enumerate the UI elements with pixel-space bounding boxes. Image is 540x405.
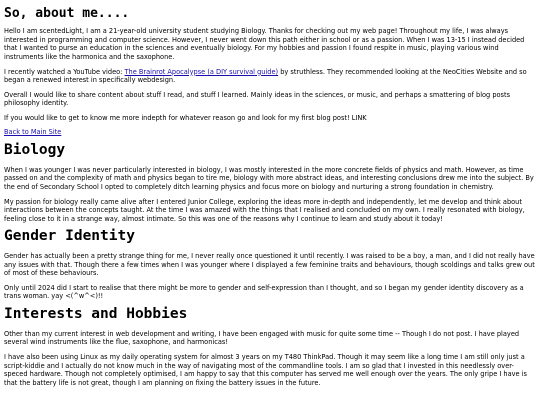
- video-text-before: I recently watched a YouTube video:: [4, 67, 125, 76]
- biology-paragraph-2: My passion for biology really came alive after I entered Junior College, exploring the ideas more in-depth and independently, let me develop and think about interactions between the concepts taught. At the time I was amazed with the things that I realised and concluded on my own. I really resonated with biology, feeling close to it in a strange way, almost intimate. So this was one of the reasons why I continue to learn and study about it today!: [4, 197, 525, 223]
- about-section: [4, 7, 536, 137]
- back-to-main-link[interactable]: Back to Main Site: [4, 128, 62, 137]
- gender-paragraph-1: Gender has actually been a pretty strange thing for me, I never really once questioned it until recently. I was raised to be a boy, a man, and I did not really have any issues with that. Though there a few times when I was younger where I displayed a few feminine traits and behaviours, though scoldings and talks grew out of most of these behaviours.: [4, 252, 535, 278]
- biology-section: [4, 143, 536, 223]
- hobbies-paragraph-2: I have also been using Linux as my daily operating system for almost 3 years on my T480 ThinkPad. Though it may seem like a long time I am still only just a script-kiddie and I actually do not know much in the way of navigating most of the commandline tools. I am so glad that I invested in this needlessly over-speced hardware. Though not completely optimised, I am happy to say that this computer has served me well enough over the years. The only gripe I have is that the battery life is not great, though I am planning on fixing the battery issues in the future.: [4, 353, 527, 387]
- biology-paragraph-1: When I was younger I was never particularly interested in biology, I was mostly interested in the more concrete fields of physics and math. However, as time passed on and the complexity of math and physics began to tire me, biology with more abstract ideas, and interesting conclusions drew me into the subject. By the end of Secondary School I opted to completely ditch learning physics and focus more on biology and nurturing a strong foundation in chemistry.: [4, 165, 534, 191]
- hobbies-heading: Interests and Hobbies: [4, 305, 188, 322]
- about-paragraph-content: Overall I would like to share content about stuff I read, and stuff I learned. Mainly ideas in the sciences, or music, and perhaps a smattering of blog posts philosophy identity.: [4, 90, 511, 108]
- gender-heading: Gender Identity: [4, 228, 135, 245]
- video-text-after: by struthless. They recommended looking at the NeoCities Website and so began a renewed interest in specifically webdesign.: [4, 67, 527, 85]
- video-link[interactable]: The Brainrot Apocalypse (a DIY survival guide): [124, 67, 279, 76]
- gender-section: [4, 229, 536, 301]
- hobbies-section: [4, 307, 536, 387]
- about-paragraph-blog: If you would like to get to know me more indepth for whatever reason go and look for my first blog post! LINK: [4, 113, 367, 122]
- back-link-wrapper: [4, 128, 536, 137]
- about-paragraph-intro: Hello I am scentedLight, I am a 21-year-old university student studying Biology. Thanks for checking out my web page! Throughout my life, I was always interested in programming and computer science. However, I never went down this path either in school or as a passion. When I was 13-15 I instead decided that I wanted to purse an education in the sciences and eventually biology. For my hobbies and passion I found respite in music, playing various wind instruments like the harmonica and the saxophone.: [4, 27, 525, 61]
- page-title: So, about me....: [4, 6, 130, 21]
- about-paragraph-video: [4, 68, 536, 85]
- hobbies-paragraph-1: Other than my current interest in web development and writing, I have been engaged with music for quite some time -- Though I do not post. I have played several wind instruments like the flue, saxophone, and harmonicas!: [4, 329, 520, 347]
- gender-paragraph-2: Only until 2024 did I start to realise that there might be more to gender and self-expression than I thought, and so I began my gender identity discovery as a trans woman. yay <(^w^<)!!: [4, 283, 524, 301]
- biology-heading: Biology: [4, 141, 66, 158]
